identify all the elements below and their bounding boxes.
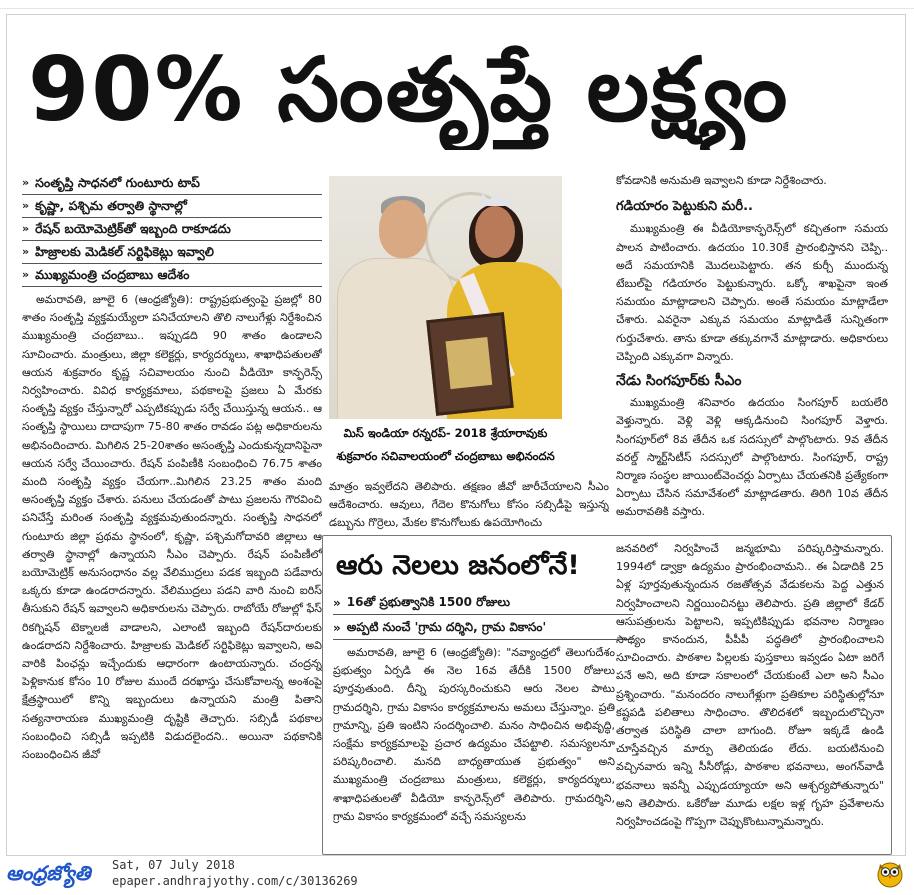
crown-icon (479, 190, 513, 206)
box-title: ఆరు నెలలు జనంలోనే! (336, 550, 580, 581)
double-arrow-icon: » (22, 244, 30, 258)
newspaper-logo[interactable]: ఆంధ్రజ్యోతి (6, 861, 91, 885)
news-photo (329, 176, 562, 419)
photo-caption: మిస్ ఇండియా రన్నరప్‌- 2018 శ్రేయారావుకు శుక్రవారం సచివాలయంలో చంద్రబాబు అభినందన (336, 426, 555, 463)
subheading-singapore: నేడు సింగపూర్‌కు సీఎం (616, 373, 742, 390)
subheading-clock: గడియారం పెట్టుకుని మరీ.. (616, 199, 753, 215)
bullet-item: » కృష్ణా, పశ్చిమ తర్వాతి స్థానాల్లో (22, 195, 322, 218)
headline: 90% సంతృప్తే లక్ష్యం (28, 38, 790, 141)
box-body: అమరావతి, జూలై 6 (ఆంధ్రజ్యోతి): "నవ్యాంధ్రలో తెలుగుదేశం ప్రభుత్వం ఏర్పడి ఈ నెల 16వ తేదీకి 1500 రోజులు పూర్తవుతుంది. దీన్ని పురస్కరించుకుని ఆరు నెలల పాటు గ్రామదర్శిని, గ్రామ వికాసం కార్యక్రమాలను అమలు చేస్తున్నాం. ప్రతి గ్రామాన్ని, ప్రతి ఇంటిని సందర్శించాలి. మనం సాధించిన అభివృద్ధి, సంక్షేమ కార్యక్రమాలపై ప్రచార ఉద్యమం చేపట్టాలి. సమస్యలనూ పరిష్కరించాలి. మనది బాధ్యతాయుత ప్రభుత్వం" అని ముఖ్యమంత్రి చంద్రబాబు మంత్రులు, కలెక్టర్లు, కార్యదర్శులు, శాఖాధిపతులతో వీడియో కాన్ఫరెన్స్‌లో తెలిపారు. గ్రామదర్శిని, గ్రామ వికాసం కార్యక్రమంలో వచ్చే సమస్యలను (333, 646, 615, 823)
left-column (22, 172, 322, 852)
bullet-item: » హిజ్రాలకు మెడికల్ సర్టిఫికెట్లు ఇవ్వాలి (22, 241, 322, 264)
right-column (616, 172, 888, 527)
box-column-1 (333, 644, 615, 850)
bullet-item: » సంతృప్తి సాధనలో గుంటూరు టాప్ (22, 172, 322, 195)
box-bullet: » అప్పటి నుంచే 'గ్రామ దర్శిని, గ్రామ వికాసం' (333, 617, 633, 640)
double-arrow-icon: » (22, 198, 30, 212)
owl-mascot-icon (876, 858, 904, 888)
bullet-item: » ముఖ్యమంత్రి చంద్రబాబు ఆదేశం (22, 264, 322, 287)
box-body-continued: జనవరిలో నిర్వహించే జన్మభూమి పరిష్కరిస్తామన్నారు. 1994లో డ్వాక్రా ఉద్యమం ప్రారంభించామని.. ఈ ఏడాదికి 25 ఏళ్ల పూర్తవుతున్నందున రజతోత్సవ వేడుకలను పెద్ద ఎత్తున నిర్వహించాలని నిర్ణయించినట్టు తెలిపారు. ప్రతి జిల్లాలో కేడర్ ఆసుపత్రులను పెట్టాలని, ఇప్పటికిప్పుడు భవనాల నిర్మాణం సాధ్యం కానందున, పీపీపీ పద్ధతిలో ప్రారంభించాలని సూచించారు. పాఠశాల పిల్లలకు పుస్తకాలు ఇవ్వడం ఏటా జరిగే పనే అని, అది కూడా సకాలంలో చేయకుంటే ఎలా అని సీఎం ప్రశ్నించారు. "మనందరం నాలుగేళ్లుగా ప్రతికూల పరిస్థితుల్లోనూ కష్టపడి పలితాలు సాధించాం. తొలిదశలో ఇబ్బందులొచ్చినా తర్వాత పరిస్థితి చాలా బాగుంది. రోజూ ఇక్కడే ఉండి చూస్తేవచ్చిన మార్పు తెలియడం లేదు. బయటినుంచి వచ్చినవారు ఇన్ని సీసీరోడ్లు, పాఠశాల భవనాలు, అంగన్‌వాడీ భవనాలు ఇవన్నీ ఎప్పుడయ్యాయా అని ఆశ్చర్యపోతున్నారు" అని తెలిపారు. ఒకేరోజు మూడు లక్షల ఇళ్ల గృహ ప్రవేశాలను నిర్వహించడంపై గొప్పగా చెప్పుకొంటున్నామన్నారు. (616, 542, 884, 829)
edition-date: Sat, 07 July 2018 (112, 858, 235, 872)
bullet-item: » రేషన్ బయోమెట్రిక్‌తో ఇబ్బంది రాకూడదు (22, 218, 322, 241)
double-arrow-icon: » (22, 221, 30, 235)
article-body: అమరావతి, జూలై 6 (ఆంధ్రజ్యోతి): రాష్ట్రప్రభుత్వంపై ప్రజల్లో 80 శాతం సంతృప్తి వ్యక్తమయ్యేలా పనిచేయాలని తొలి నాలుగేళ్లు నిర్దేశించిన ముఖ్యమంత్రి చంద్రబాబు.. ఇప్పుడది 90 శాతం ఉండాలని సూచించారు. మంత్రులు, జిల్లా కలెక్టర్లు, కార్యదర్శులు, శాఖాధిపతులతో ఆయన శుక్రవారం కృష్ణ సచివాలయం నుంచి వీడియో కాన్ఫరెన్స్ నిర్వహించారు. వివిధ కార్యక్రమాలు, పథకాలపై ప్రజలు ఏ మేరకు సంతృప్తి వ్యక్తం చేస్తున్నారో ఎప్పటికప్పుడు సర్వే చేయిస్తున్న ఆయన.. ఆ సంతృప్తి స్థాయిలు దాదాపుగా 75-80 శాతం రావడం పట్ల అధికారులను అభినందించారు. మిగిలిన 25-20శాతం అసంతృప్తి ఎందుకున్నదానిపైనా ఆయన సర్వే చేయించారు. రేషన్ పంపిణీకి సంబంధించి 76.75 శాతం మంది సంతృప్తి వ్యక్తం చేయగా..మిగిలిన 23.25 శాతం మంది అసంతృప్తి వ్యక్తం చేశారు. పనులు చేయడంతో పాటు ప్రజలను గౌరవించి పనిచేస్తే మరింత సంతృప్తి వ్యక్తమవుతుందన్నారు. సంతృప్తి సాధనలో గుంటూరు జిల్లా ప్రథమ స్థానంలో, కృష్ణా, పశ్చిమగోదావరి జిల్లాలు ఆ తర్వాతి స్థానాల్లో ఉన్నాయని సీఎం చెప్పారు. రేషన్ పంపిణీలో బయోమెట్రిక్ అనుసంధానం వల్ల వేలిముద్రలు పడక ఇబ్బంది పడేవారు ఒక్కరు కూడా ఉండరాదన్నారు. వేలిముద్రలు పడని వారి నుంచి ఐరిస్ తీసుకుని రేషన్ ఇవ్వాలని అధికారులను చెప్పారు. రాబోయే రోజుల్లో ఫేస్ రికగ్నిషన్ టెక్నాలజీ వాడాలని, ఎలాంటి ఇబ్బంది రేషన్‌దారులకు ఉండరాదని నిర్దేశించారు. హిజ్రాలకు మెడికల్ సర్టిఫికెట్లు ఇవ్వాలని, అవి వారికి పింఛన్లు ఇచ్చేందుకు ఆధారంగా ఉంటాయన్నారు. చంద్రన్న పెళ్లికానుక కోసం 10 రోజుల ముందే దరఖాస్తు చేసుకోవాలన్న అంశంపై క్షేత్రస్థాయిలో కొన్ని ఇబ్బందులు ఉన్నాయని మంత్రి పితాని సత్యనారాయణ ముఖ్యమంత్రి దృష్టికి తెచ్చారు. సబ్సిడీ పథకాల సంబంధించి సబ్సిడీ ఇప్పటికి విడుదలైందని.. అయినా పథకానికి సంబంధించిన జీవో (22, 293, 322, 762)
award-plaque (426, 312, 514, 416)
box-column-2 (616, 540, 884, 850)
section-body: ముఖ్యమంత్రి శనివారం ఉదయం సింగపూర్ బయలేరి వెళ్తున్నారు. వెళ్లి వెళ్లి ఆక్కడినుంచి సింగపూర్ వెళ్తారు. సింగపూర్‌లో 8వ తేదీన ఒక సదస్సులో పాల్గొంటారు. 9వ తేదీన వరల్డ్ స్మార్ట్‌సిటీస్ సదస్సులో పాల్గొంటారు. సింగపూర్, రాష్ట్ర నిర్మాణ సంస్థల జాయింట్‌వెంచర్లు ఏర్పాటు చేయతనికి ప్రత్యేకంగా ఏర్పాటు చేసిన సమావేశంలో మాట్లాడతారు. తిరిగి 10వ తేదీన అమరావతికి వస్తారు. (616, 396, 888, 519)
middle-column (329, 478, 609, 538)
double-arrow-icon: » (333, 621, 341, 635)
article-continued: మాత్రం ఇవ్వలేదని తెలిపారు. తక్షణం జీవో జారీచేయాలని సీఎం ఆదేశించారు. ఆవులు, గేదెల కొనుగోలు కోసం సబ్సిడీపై ఇస్తున్న డబ్బును గొర్రెలు, మేకల కొనుగోలుకు ఉపయోగించు (329, 480, 609, 530)
top-bar (0, 0, 914, 9)
double-arrow-icon: » (22, 175, 30, 189)
box-bullet: » 16తో ప్రభుత్వానికి 1500 రోజులు (333, 592, 633, 615)
right-intro: కోవడానికి అనుమతి ఇవ్వాలని కూడా నిర్దేశించారు. (616, 174, 827, 187)
double-arrow-icon: » (333, 596, 341, 610)
double-arrow-icon: » (22, 267, 30, 281)
section-body: ముఖ్యమంత్రి ఈ వీడియోకాన్ఫరెన్స్‌లో కచ్చితంగా సమయ పాలన పాటించారు. ఉదయం 10.30కే ప్రారంభిస్తానని చెప్పి.. అదే సమయానికి మొదలుపెట్టారు. తన కుర్చీ ముందున్న టేబుల్‌పై గడియారం పెట్టుకున్నారు. ఒక్కో శాఖపైనా ఇంత సమయం మాట్లాడాలని చెప్పారు. అంతే సమయం మాట్లాడేలా చేశారు. ఎవరైనా ఎక్కువ సమయం మాట్లాడితే సున్నితంగా గుర్తుచేశారు. తాను కూడా తక్కువగానే మాట్లాడారు. అధికారులు చెప్పింది ఎక్కువగా విన్నారు. (616, 222, 888, 363)
epaper-link[interactable]: epaper.andhrajyothy.com/c/30136269 (112, 874, 358, 888)
